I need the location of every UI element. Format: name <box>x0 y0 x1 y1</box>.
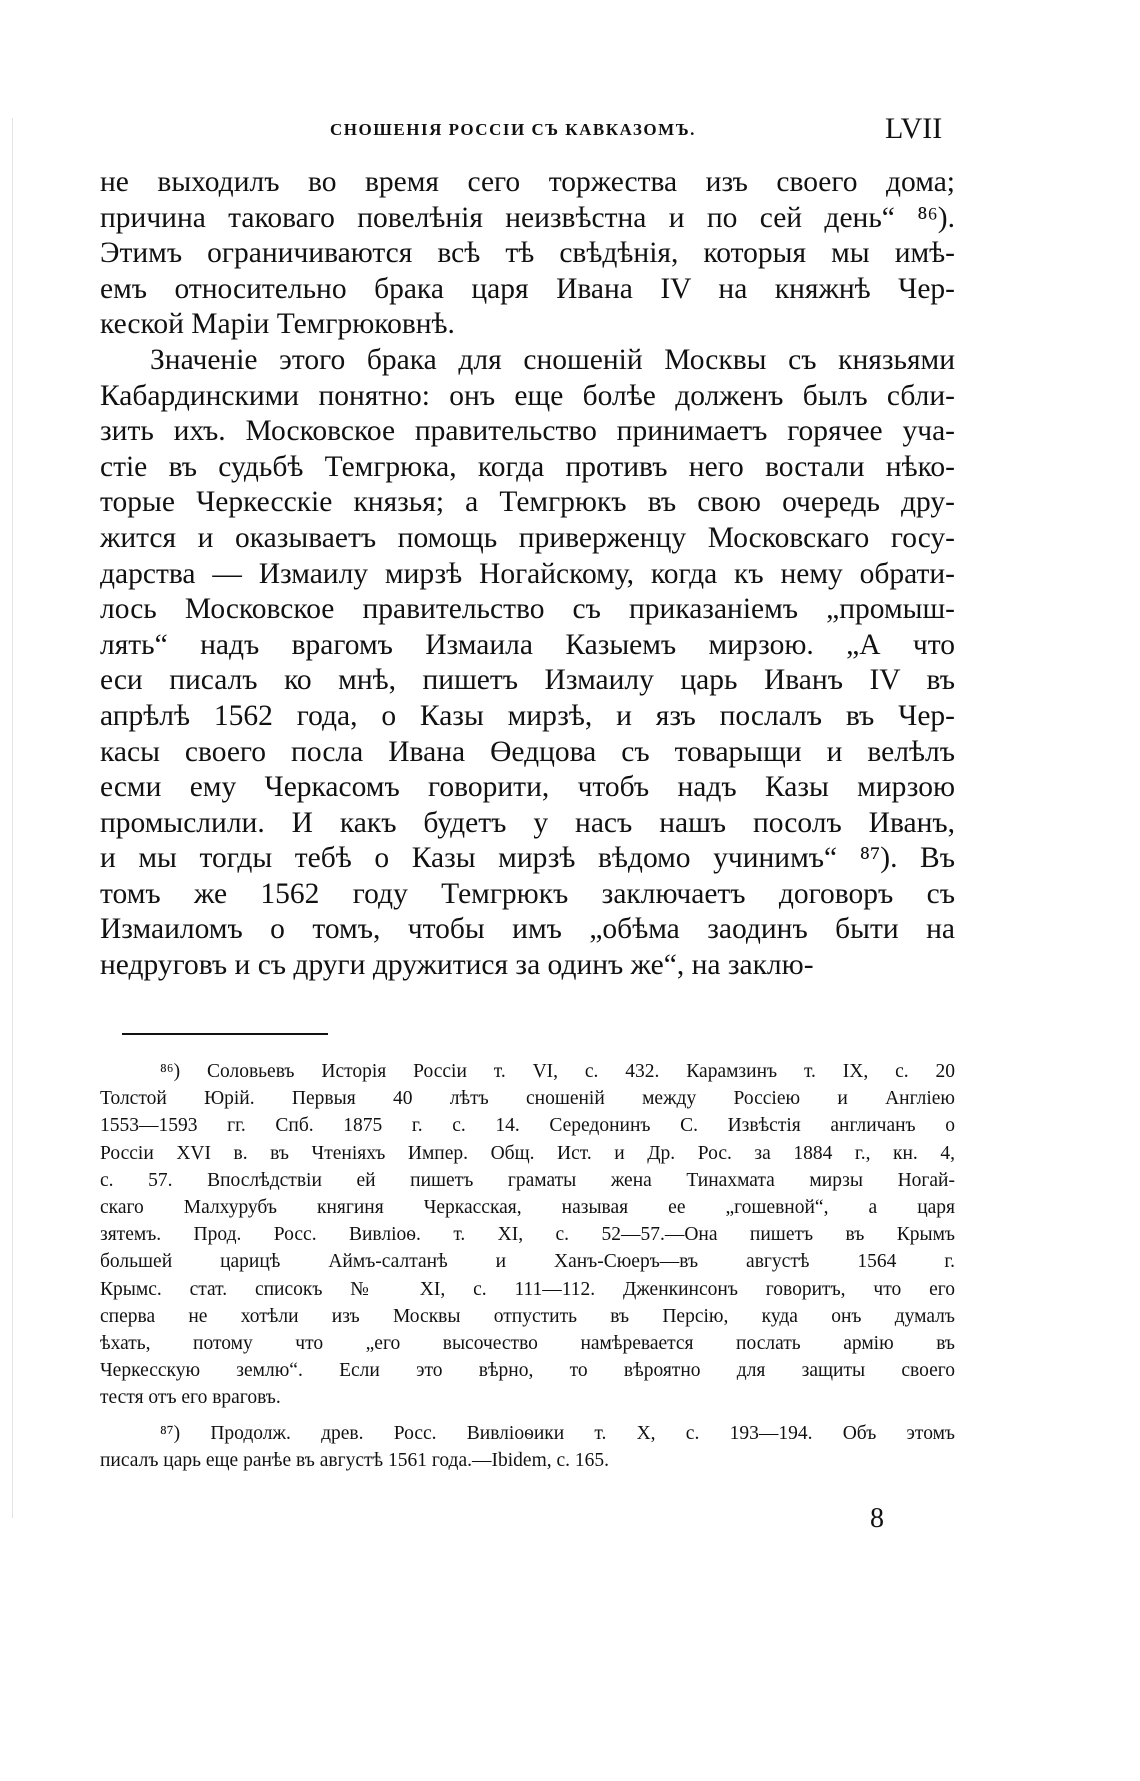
body-line: Измаиломъ о томъ, чтобы имъ „обѣма заодинъ быти на <box>100 913 955 946</box>
footnote-line: большей царицѣ Аймъ-салтанѣ и Ханъ-Сюеръ—въ августѣ 1564 г. <box>100 1251 955 1273</box>
body-line: Этимъ ограничиваются всѣ тѣ свѣдѣнія, которыя мы имѣ- <box>100 237 955 270</box>
body-line: лять“ надъ врагомъ Измаила Казыемъ мирзою. „А что <box>100 628 955 661</box>
footnotes <box>100 1058 955 1474</box>
footnote-line: зятемъ. Прод. Росс. Вивліоѳ. т. XI, с. 52—57.—Она пишетъ въ Крымъ <box>100 1224 955 1246</box>
footnote-line: ⁸⁶) Соловьевъ Исторія Россіи т. VI, с. 432. Карамзинъ т. IX, с. 20 <box>160 1061 955 1082</box>
paragraph-start-line: Значеніе этого брака для сношеній Москвы съ князьями <box>150 343 955 376</box>
body-line: есми ему Черкасомъ говорити, чтобъ надъ Казы мирзою <box>100 771 955 804</box>
body-line: торые Черкесскіе князья; а Темгрюкъ въ свою очередь дру- <box>100 486 955 519</box>
body-line: емъ относительно брака царя Ивана IV на княжнѣ Чер- <box>100 272 955 305</box>
footnote-line: писалъ царь еще ранѣе въ августѣ 1561 года.—Ibidem, с. 165. <box>100 1449 610 1471</box>
body-line: не выходилъ во время сего торжества изъ своего дома; <box>100 166 955 198</box>
footnote-spacer <box>100 1412 955 1420</box>
footnote-86 <box>100 1058 955 1412</box>
footnote-line: сперва не хотѣли изъ Москвы отпустить въ Персію, куда онъ думалъ <box>100 1305 955 1327</box>
body-line: причина таковаго повелѣнія неизвѣстна и по сей день“ ⁸⁶). <box>100 201 955 234</box>
body-line: томъ же 1562 году Темгрюкъ заключаетъ договоръ съ <box>100 877 955 910</box>
running-title: СНОШЕНІЯ РОССІИ СЪ КАВКАЗОМЪ. <box>330 120 696 139</box>
body-line: стіе въ судьбѣ Темгрюка, когда противъ него востали нѣко- <box>100 450 955 483</box>
footnote-line: 1553—1593 гг. Спб. 1875 г. с. 14. Середонинъ С. Извѣстія англичанъ о <box>100 1115 955 1137</box>
body-line: промыслили. И какъ будетъ у насъ нашъ посолъ Иванъ, <box>100 806 955 839</box>
body-text <box>100 165 955 984</box>
body-line: дарства — Измаилу мирзѣ Ногайскому, когда къ нему обрати- <box>100 557 955 590</box>
body-line: и мы тогды тебѣ о Казы мирзѣ вѣдомо учинимъ“ ⁸⁷). Въ <box>100 842 955 875</box>
body-line: лось Московское правительство съ приказаніемъ „промыш- <box>100 593 955 626</box>
body-line: Кабардинскими понятно: онъ еще болѣе долженъ былъ сбли- <box>100 379 955 412</box>
footnote-line: Россіи XVI в. въ Чтеніяхъ Импер. Общ. Ист. и Др. Рос. за 1884 г., кн. 4, <box>100 1142 955 1164</box>
body-line: касы своего посла Ивана Өедцова съ товарыщи и велѣлъ <box>100 735 955 768</box>
body-line: еси писалъ ко мнѣ, пишетъ Измаилу царь Иванъ IV въ <box>100 664 955 697</box>
body-line: зить ихъ. Московское правительство принимаетъ горячее уча- <box>100 415 955 448</box>
page-number: LVII <box>885 112 943 145</box>
body-line: недруговъ и съ други дружитися за одинъ же“, на заклю- <box>100 949 814 982</box>
footnote-line: ѣхать, потому что „его высочество намѣревается послать армію въ <box>100 1333 955 1355</box>
footnote-line: с. 57. Впослѣдствіи ей пишетъ граматы жена Тинахмата мирзы Ногай- <box>100 1169 955 1191</box>
signature-mark: 8 <box>870 1503 884 1534</box>
footnote-line: тестя отъ его враговъ. <box>100 1387 281 1409</box>
body-line: апрѣлѣ 1562 года, о Казы мирзѣ, и язъ послалъ въ Чер- <box>100 699 955 732</box>
footnote-line: ⁸⁷) Продолж. древ. Росс. Вивліоѳики т. X, с. 193—194. Объ этомъ <box>160 1422 955 1444</box>
footnote-line: Толстой Юрій. Первыя 40 лѣтъ сношеній между Россіею и Англіею <box>100 1088 955 1110</box>
footnote-87 <box>100 1420 955 1474</box>
footnote-line: Черкесскую землю“. Если это вѣрно, то вѣроятно для защиты своего <box>100 1360 955 1382</box>
page-edge-line <box>12 118 13 1518</box>
footnote-line: скаго Малхурубъ княгиня Черкасская, называя ее „гошевной“, а царя <box>100 1197 955 1219</box>
body-line: кеской Маріи Темгрюковнѣ. <box>100 308 455 341</box>
footnote-separator <box>122 1033 328 1035</box>
footnote-line: Крымс. стат. списокъ № XI, с. 111—112. Дженкинсонъ говоритъ, что его <box>100 1278 955 1300</box>
body-line: жится и оказываетъ помощь приверженцу Московскаго госу- <box>100 521 955 554</box>
